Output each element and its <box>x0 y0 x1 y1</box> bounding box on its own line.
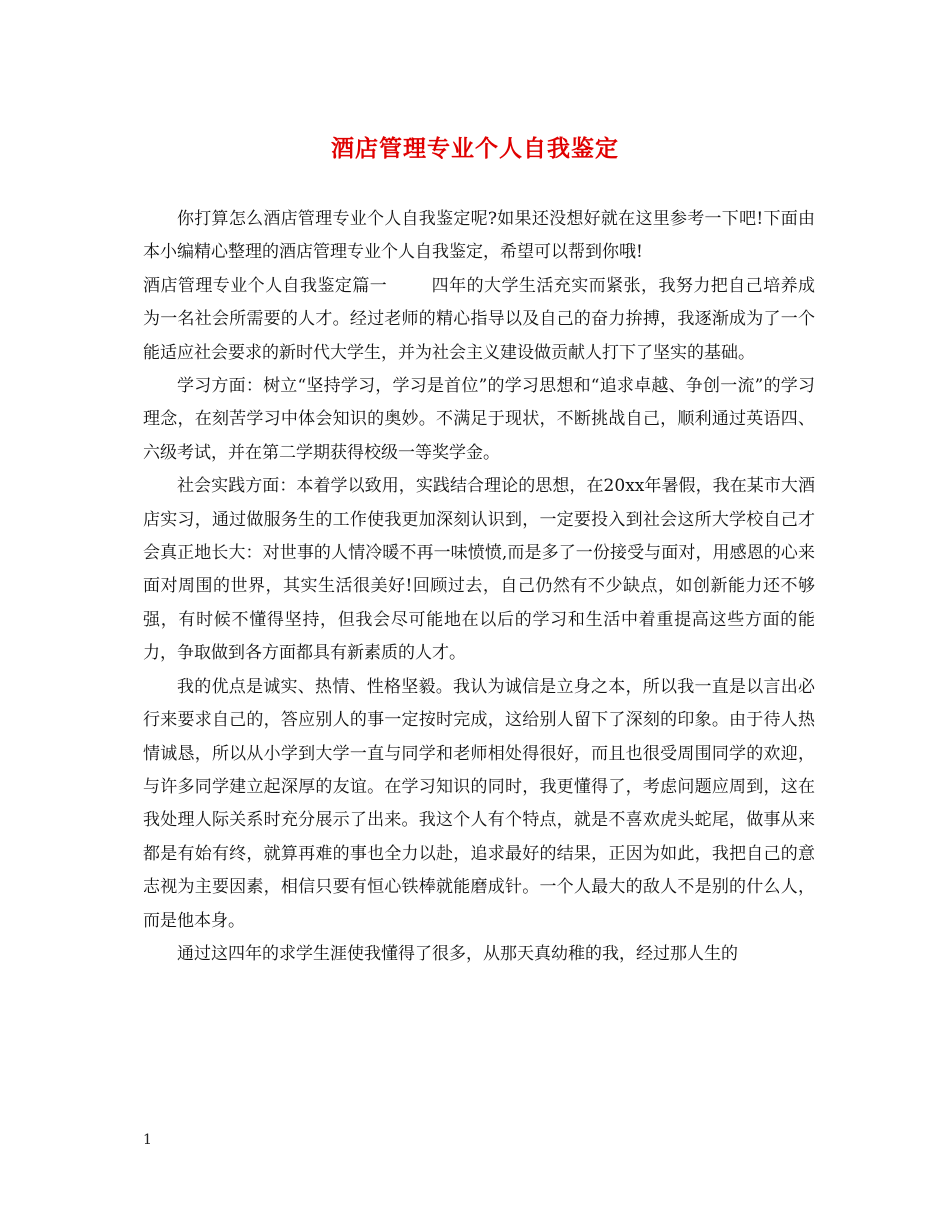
section-heading: 酒店管理专业个人自我鉴定篇一 <box>143 275 388 296</box>
closing-paragraph: 通过这四年的求学生涯使我懂得了很多，从那天真幼稚的我，经过那人生的 <box>177 943 738 964</box>
section-first-paragraph: 四年的大学生活充实而紧张，我努力把自己培养成为一名社会所需要的人才。经过老师的精心指导以及自己的奋力拚搏，我逐渐成为了一个能适应社会要求的新时代大学生，并为社会主义建设做贡献人打下了坚实的基础。 <box>143 275 816 363</box>
document-body <box>143 203 815 971</box>
strengths-paragraph: 我的优点是诚实、热情、性格坚毅。我认为诚信是立身之本，所以我一直是以言出必行来要求自己的，答应别人的事一定按时完成，这给别人留下了深刻的印象。由于待人热情诚恳，所以从小学到大学一直与同学和老师相处得很好，而且也很受周围同学的欢迎，与许多同学建立起深厚的友谊。在学习知识的同时，我更懂得了，考虑问题应周到，这在我处理人际关系时充分展示了出来。我这个人有个特点，就是不喜欢虎头蛇尾，做事从来都是有始有终，就算再难的事也全力以赴，追求最好的结果，正因为如此，我把自己的意志视为主要因素，相信只要有恒心铁棒就能磨成针。一个人最大的敌人不是别的什么人，而是他本身。 <box>143 676 815 931</box>
study-paragraph: 学习方面：树立“坚持学习，学习是首位”的学习思想和“追求卓越、争创一流”的学习理念，在刻苦学习中体会知识的奥妙。不满足于现状，不断挑战自己，顺利通过英语四、六级考试，并在第二学期获得校级一等奖学金。 <box>143 376 815 463</box>
document-title: 酒店管理专业个人自我鉴定 <box>331 135 619 162</box>
page-number: 1 <box>143 1132 152 1148</box>
practice-paragraph: 社会实践方面：本着学以致用，实践结合理论的思想，在20xx年暑假，我在某市大酒店实习，通过做服务生的工作使我更加深刻认识到，一定要投入到社会这所大学校自己才会真正地长大：对世事的人情冷暖不再一味愤愤,而是多了一份接受与面对，用感恩的心来面对周围的世界，其实生活很美好!回顾过去，自己仍然有不少缺点，如创新能力还不够强，有时候不懂得坚持，但我会尽可能地在以后的学习和生活中着重提高这些方面的能力，争取做到各方面都具有新素质的人才。 <box>143 476 815 664</box>
section-paragraph <box>143 270 815 370</box>
intro-paragraph: 你打算怎么酒店管理专业个人自我鉴定呢?如果还没想好就在这里参考一下吧!下面由本小编精心整理的酒店管理专业个人自我鉴定，希望可以帮到你哦! <box>143 209 815 263</box>
